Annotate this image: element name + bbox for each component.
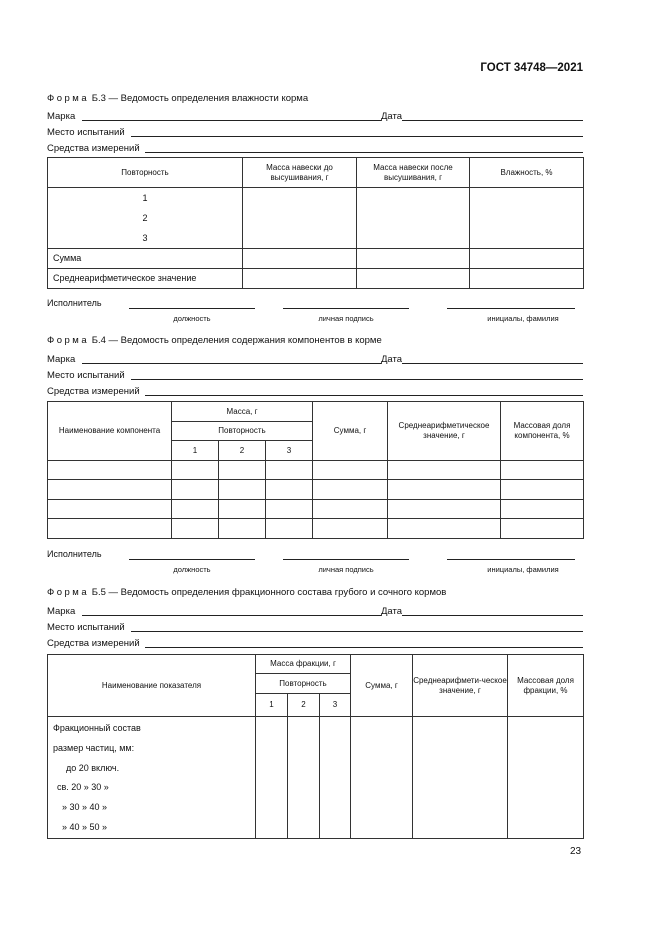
- b4-cell[interactable]: [48, 500, 172, 519]
- b4-h-rep-1: 1: [172, 441, 219, 461]
- b5-brand-date-row: [47, 605, 583, 617]
- b5-h-rep: Повторность: [256, 674, 351, 694]
- b4-cell[interactable]: [313, 461, 388, 480]
- b4-place-line[interactable]: [131, 379, 583, 380]
- b4-cell[interactable]: [48, 519, 172, 539]
- b3-cell[interactable]: [243, 269, 357, 289]
- b3-brand-line[interactable]: [82, 120, 426, 121]
- b5-means-line[interactable]: [145, 647, 583, 648]
- b4-cell[interactable]: [266, 480, 313, 500]
- b3-date-label: Дата: [381, 111, 403, 122]
- b4-cap-position: должность: [173, 565, 211, 574]
- b3-means-line[interactable]: [145, 152, 583, 153]
- b3-position-line[interactable]: [129, 308, 255, 309]
- b4-cap-signature: личная подпись: [318, 565, 374, 574]
- b4-cell[interactable]: [172, 480, 219, 500]
- b3-cell[interactable]: [243, 249, 357, 269]
- b3-date-line[interactable]: [407, 120, 583, 121]
- form-b5-prefix: Форма: [47, 587, 90, 598]
- b3-place-label: Место испытаний: [47, 127, 125, 138]
- b4-cap-name: инициалы, фамилия: [487, 565, 559, 574]
- b4-position-line[interactable]: [129, 559, 255, 560]
- b4-cell[interactable]: [388, 461, 501, 480]
- b3-cell[interactable]: [357, 269, 470, 289]
- b3-table: [47, 157, 584, 289]
- b4-cell[interactable]: [266, 500, 313, 519]
- b5-h-mass: Масса фракции, г: [256, 655, 351, 674]
- b4-data-row: [48, 500, 584, 519]
- b4-brand-line[interactable]: [82, 363, 426, 364]
- b4-brand-label: Марка: [47, 354, 76, 365]
- b5-h-sum: Сумма, г: [351, 655, 413, 717]
- b4-means-line[interactable]: [145, 395, 583, 396]
- b5-header-row-1: [48, 655, 584, 674]
- b5-cell[interactable]: [256, 717, 288, 839]
- b3-means-row: [47, 142, 583, 154]
- b5-brand-line[interactable]: [82, 615, 426, 616]
- b4-signature-line[interactable]: [283, 559, 409, 560]
- b3-h-moisture: Влажность, %: [470, 158, 584, 188]
- b4-h-share: Массовая доля компонента, %: [501, 402, 584, 461]
- page-number: 23: [570, 846, 582, 857]
- b3-cap-name: инициалы, фамилия: [487, 314, 559, 323]
- b4-executor-label: Исполнитель: [47, 549, 102, 559]
- b3-rep-2: 2: [142, 213, 148, 223]
- b3-rep-1: 1: [142, 193, 148, 203]
- form-b3-title: [47, 93, 308, 104]
- b3-cap-position: должность: [173, 314, 211, 323]
- b4-cell[interactable]: [219, 461, 266, 480]
- b3-sum-label: Сумма: [48, 249, 243, 269]
- b5-date-label: Дата: [381, 606, 403, 617]
- b4-name-line[interactable]: [447, 559, 575, 560]
- b3-place-row: [47, 126, 583, 138]
- b4-cell[interactable]: [501, 500, 584, 519]
- b5-h-name: Наименование показателя: [48, 655, 256, 717]
- b4-place-row: [47, 369, 583, 381]
- b5-h-mean: Среднеарифмети-ческое значение, г: [413, 655, 508, 717]
- standard-number: ГОСТ 34748—2021: [480, 62, 583, 74]
- b4-cell[interactable]: [388, 500, 501, 519]
- b3-signature-line[interactable]: [283, 308, 409, 309]
- b3-cell[interactable]: [357, 188, 470, 249]
- b3-cell[interactable]: [470, 188, 584, 249]
- b4-data-row: [48, 519, 584, 539]
- b4-cell[interactable]: [266, 461, 313, 480]
- b4-cell[interactable]: [172, 500, 219, 519]
- b4-cell[interactable]: [501, 519, 584, 539]
- b5-cell[interactable]: [413, 717, 508, 839]
- b3-h-rep: Повторность: [48, 158, 243, 188]
- b4-cell[interactable]: [266, 519, 313, 539]
- b4-data-row: [48, 480, 584, 500]
- b5-date-line[interactable]: [407, 615, 583, 616]
- form-b4-title: [47, 335, 382, 346]
- b5-data-row: [48, 717, 584, 839]
- b3-means-label: Средства измерений: [47, 143, 140, 154]
- b3-brand-date-row: [47, 110, 583, 122]
- b4-h-mean: Среднеарифметическое значение, г: [388, 402, 501, 461]
- b4-cell[interactable]: [501, 480, 584, 500]
- b4-place-label: Место испытаний: [47, 370, 125, 381]
- b3-brand-label: Марка: [47, 111, 76, 122]
- b3-place-line[interactable]: [131, 136, 583, 137]
- b3-mean-label: Среднеарифметическое значение: [48, 269, 243, 289]
- b3-cell[interactable]: [470, 249, 584, 269]
- b3-mean-row: [48, 269, 584, 289]
- b3-cell[interactable]: [357, 249, 470, 269]
- b5-table: [47, 654, 584, 839]
- b5-brand-label: Марка: [47, 606, 76, 617]
- b4-cell[interactable]: [313, 519, 388, 539]
- b5-means-row: [47, 637, 583, 649]
- b4-table: [47, 401, 584, 539]
- b5-row-fraction: Фракционный состав: [53, 723, 141, 733]
- b4-cell[interactable]: [172, 461, 219, 480]
- b4-cell[interactable]: [48, 480, 172, 500]
- b4-h-rep: Повторность: [172, 422, 313, 441]
- form-b4-prefix: Форма: [47, 335, 90, 346]
- b5-h-rep-3: 3: [320, 694, 351, 717]
- b4-cell[interactable]: [501, 461, 584, 480]
- b4-header-row-1: [48, 402, 584, 422]
- form-b4-title-text: Б.4 — Ведомость определения содержания компонентов в корме: [91, 335, 382, 346]
- b5-h-rep-2: 2: [288, 694, 320, 717]
- b5-cell[interactable]: [320, 717, 351, 839]
- b3-h-mass-after: Масса навески после высушивания, г: [357, 158, 470, 188]
- b5-h-share: Массовая доля фракции, %: [508, 655, 584, 717]
- b3-cell[interactable]: [470, 269, 584, 289]
- b5-cell[interactable]: [508, 717, 584, 839]
- b5-place-row: [47, 621, 583, 633]
- b5-row-40-50: » 40 » 50 »: [62, 821, 108, 832]
- b4-signature-block: [47, 549, 583, 579]
- b5-place-label: Место испытаний: [47, 622, 125, 633]
- b4-cell[interactable]: [172, 519, 219, 539]
- b4-h-name: Наименование компонента: [48, 402, 172, 461]
- b4-h-sum: Сумма, г: [313, 402, 388, 461]
- b5-row-up-to-20: до 20 включ.: [66, 762, 120, 773]
- b5-indicators-cell: [48, 717, 256, 839]
- b3-rep-3: 3: [142, 233, 148, 243]
- b5-means-label: Средства измерений: [47, 638, 140, 649]
- b5-h-rep-1: 1: [256, 694, 288, 717]
- b5-place-line[interactable]: [131, 631, 583, 632]
- b3-sum-row: [48, 249, 584, 269]
- b4-means-row: [47, 385, 583, 397]
- b4-date-label: Дата: [381, 354, 403, 365]
- b4-h-rep-3: 3: [266, 441, 313, 461]
- b4-cell[interactable]: [313, 480, 388, 500]
- b4-h-mass: Масса, г: [172, 402, 313, 422]
- b3-header-row: [48, 158, 584, 188]
- b3-h-mass-before: Масса навески до высушивания, г: [243, 158, 357, 188]
- b4-cell[interactable]: [313, 500, 388, 519]
- b4-cell[interactable]: [388, 480, 501, 500]
- b4-cell[interactable]: [219, 519, 266, 539]
- b4-h-rep-2: 2: [219, 441, 266, 461]
- b4-cell[interactable]: [388, 519, 501, 539]
- form-b5-title: [47, 587, 446, 598]
- form-b3-title-text: Б.3 — Ведомость определения влажности корма: [91, 93, 309, 104]
- b4-brand-date-row: [47, 353, 583, 365]
- form-b3-prefix: Форма: [47, 93, 90, 104]
- b4-cell[interactable]: [219, 480, 266, 500]
- b3-name-line[interactable]: [447, 308, 575, 309]
- b4-data-row: [48, 461, 584, 480]
- b4-means-label: Средства измерений: [47, 386, 140, 397]
- b3-signature-block: [47, 298, 583, 328]
- b3-reps-cell: [48, 188, 243, 249]
- b3-cap-signature: личная подпись: [318, 314, 374, 323]
- b4-cell[interactable]: [219, 500, 266, 519]
- b4-cell[interactable]: [48, 461, 172, 480]
- b5-cell[interactable]: [288, 717, 320, 839]
- b5-row-30-40: » 30 » 40 »: [62, 802, 108, 813]
- b3-reps-row: [48, 188, 584, 249]
- b3-cell[interactable]: [243, 188, 357, 249]
- b5-cell[interactable]: [351, 717, 413, 839]
- b5-row-size: размер частиц, мм:: [53, 742, 135, 753]
- form-b5-title-text: Б.5 — Ведомость определения фракционного состава грубого и сочного кормов: [91, 587, 447, 598]
- b5-row-20-30: св. 20 » 30 »: [57, 782, 109, 793]
- b3-executor-label: Исполнитель: [47, 298, 102, 308]
- b4-date-line[interactable]: [407, 363, 583, 364]
